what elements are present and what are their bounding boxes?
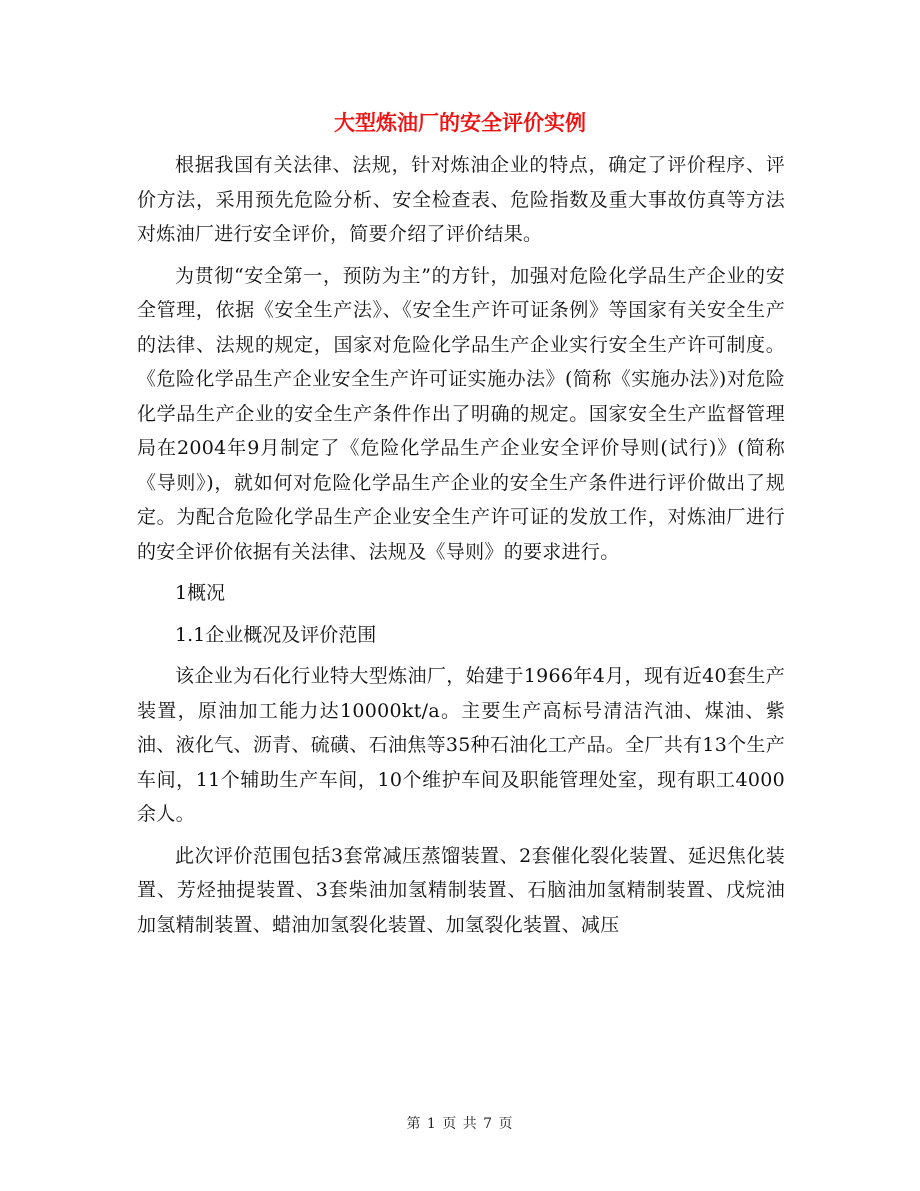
evaluation-scope-paragraph: 此次评价范围包括3套常减压蒸馏装置、2套催化裂化装置、延迟焦化装置、芳烃抽提装置、3套柴油加氢精制装置、石脑油加氢精制装置、戊烷油加氢精制装置、蜡油加氢裂化装置、加氢裂化装置、减压 (137, 844, 785, 936)
document-title: 大型炼油厂的安全评价实例 (334, 110, 586, 135)
background-paragraph: 为贯彻“安全第一，预防为主”的方针，加强对危险化学品生产企业的安全管理，依据《安全生产法》、《安全生产许可证条例》等国家有关安全生产的法律、法规的规定，国家对危险化学品生产企业实行安全生产许可制度。《危险化学品生产企业安全生产许可证实施办法》(简称《实施办法》)对危险化学品生产企业的安全生产条件作出了明确的规定。国家安全生产监督管理局在2004年9月制定了《危险化学品生产企业安全评价导则(试行)》(简称《导则》)，就如何对危险化学品生产企业的安全生产条件进行评价做出了规定。为配合危险化学品生产企业安全生产许可证的发放工作，对炼油厂进行的安全评价依据有关法律、法规及《导则》的要求进行。 (137, 264, 785, 563)
section-heading: 1概况 (175, 582, 226, 604)
enterprise-overview-paragraph: 该企业为石化行业特大型炼油厂，始建于1966年4月，现有近40套生产装置，原油加工能力达10000kt/a。主要生产高标号清洁汽油、煤油、紫油、液化气、沥青、硫磺、石油焦等35种石油化工产品。全厂共有13个生产车间，11个辅助生产车间，10个维护车间及职能管理处室，现有职工4000余人。 (137, 665, 785, 825)
document-body (137, 148, 785, 949)
intro-paragraph: 根据我国有关法律、法规，针对炼油企业的特点，确定了评价程序、评价方法，采用预先危险分析、安全检查表、危险指数及重大事故仿真等方法对炼油厂进行安全评价，简要介绍了评价结果。 (137, 154, 785, 245)
page-number-footer: 第 1 页 共 7 页 (406, 1116, 514, 1132)
subsection-heading: 1.1企业概况及评价范围 (175, 623, 377, 646)
